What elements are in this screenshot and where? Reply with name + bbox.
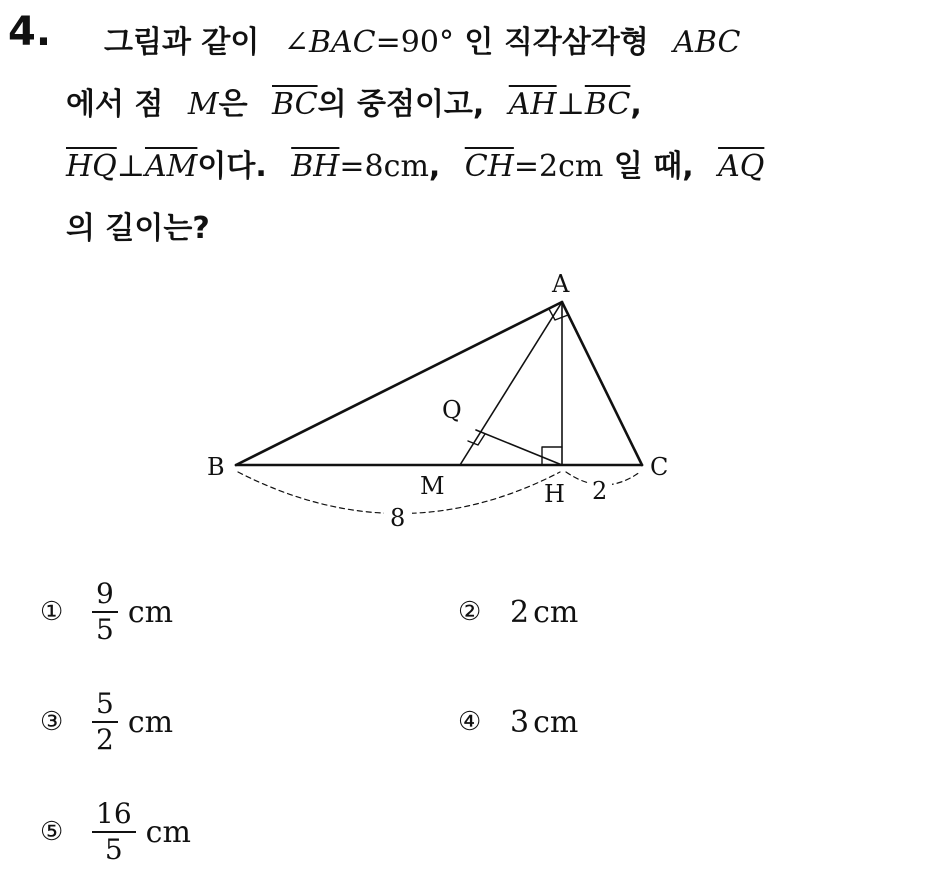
right-angle-mark-h xyxy=(542,447,562,465)
choice-value: 2 xyxy=(510,594,530,630)
fraction-denominator: 2 xyxy=(96,723,114,756)
question-stem xyxy=(66,12,916,260)
stem-line-4 xyxy=(66,198,916,260)
choice-marker: ⑤ xyxy=(40,817,64,847)
fraction xyxy=(92,687,118,757)
stem-text: 의 길이는? xyxy=(66,211,210,246)
fraction-numerator: 5 xyxy=(96,687,114,720)
choice-marker: ④ xyxy=(458,707,482,737)
choice-marker: ① xyxy=(40,597,64,627)
stem-text: 이다. xyxy=(197,149,267,184)
point-m: M xyxy=(187,87,219,122)
measure-hc-label: 2 xyxy=(592,477,608,505)
unit-cm: cm xyxy=(558,149,604,184)
choice-3[interactable] xyxy=(40,682,173,762)
side-ac xyxy=(562,302,642,465)
unit-cm: cm xyxy=(533,704,579,740)
question-number: 4. xyxy=(8,9,52,55)
stem-line-3 xyxy=(66,136,916,198)
stem-text: 그림과 같이 xyxy=(104,25,260,60)
unit-cm: cm xyxy=(533,594,579,630)
equals-sign: = xyxy=(513,149,540,184)
choice-marker: ③ xyxy=(40,707,64,737)
bh-value: 8 xyxy=(364,149,384,184)
choice-4[interactable] xyxy=(458,682,578,762)
perpendicular-sign: ⊥ xyxy=(556,87,585,122)
angle-value: 90° xyxy=(400,25,454,60)
choice-marker: ② xyxy=(458,597,482,627)
stem-text: 에서 점 xyxy=(66,87,164,122)
segment-hq: $\overline{HQ}$ xyxy=(66,149,117,184)
unit-cm: cm xyxy=(127,704,174,740)
ch-value: 2 xyxy=(539,149,559,184)
label-m: M xyxy=(420,472,445,500)
stem-text: , xyxy=(428,149,441,184)
stem-text: 인 직각삼각형 xyxy=(464,25,649,60)
label-b: B xyxy=(207,453,225,481)
label-q: Q xyxy=(442,396,462,424)
choice-1[interactable] xyxy=(40,572,173,652)
segment-am: $\overline{AM}$ xyxy=(144,149,198,184)
stem-line-2 xyxy=(66,74,916,136)
fraction xyxy=(92,797,136,867)
fraction-numerator: 9 xyxy=(96,577,114,610)
label-h: H xyxy=(544,480,565,508)
choice-5[interactable] xyxy=(40,792,191,872)
side-ab xyxy=(236,302,562,465)
stem-text: , xyxy=(630,87,642,122)
choice-value: 3 xyxy=(510,704,530,740)
segment-ch: $\overline{CH}$ xyxy=(464,149,514,184)
fraction xyxy=(92,577,118,647)
stem-line-1 xyxy=(66,12,916,74)
unit-cm: cm xyxy=(383,149,429,184)
segment-ah: $\overline{AH}$ xyxy=(508,87,557,122)
stem-text: 일 때, xyxy=(613,149,694,184)
label-a: A xyxy=(552,270,570,298)
segment-aq: $\overline{AQ}$ xyxy=(718,149,765,184)
stem-text: 은 xyxy=(218,87,248,122)
unit-cm: cm xyxy=(127,594,174,630)
unit-cm: cm xyxy=(145,814,191,850)
fraction-denominator: 5 xyxy=(96,613,114,646)
choice-2[interactable] xyxy=(458,572,578,652)
measure-bh-label: 8 xyxy=(390,504,406,532)
equals-sign: = xyxy=(339,149,365,184)
equals-sign: = xyxy=(375,25,401,60)
fraction-denominator: 5 xyxy=(104,833,123,866)
segment-bc: $\overline{BC}$ xyxy=(584,87,631,122)
stem-text: 의 중점이고, xyxy=(317,87,485,122)
fraction-numerator: 16 xyxy=(96,797,132,830)
segment-bh: $\overline{BH}$ xyxy=(291,149,340,184)
label-c: C xyxy=(650,453,669,481)
perpendicular-sign: ⊥ xyxy=(116,149,145,184)
triangle-figure xyxy=(180,262,700,542)
segment-bc: $\overline{BC}$ xyxy=(272,87,318,122)
triangle-name: ABC xyxy=(673,25,741,60)
angle-bac: ∠BAC xyxy=(283,25,376,60)
